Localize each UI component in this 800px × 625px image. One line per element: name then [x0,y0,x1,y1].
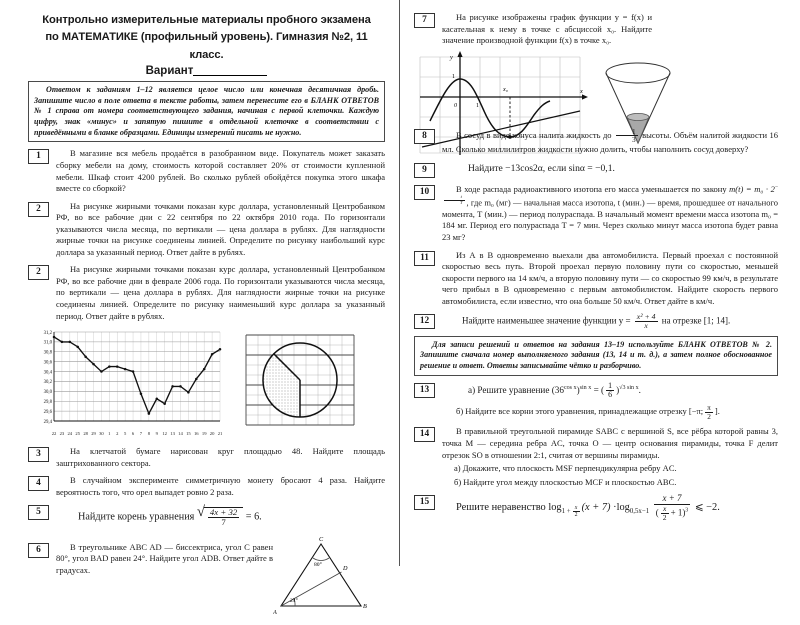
chart-y-tick-label: 30,2 [43,380,52,386]
x0-label: x₀ [503,85,508,93]
chart-data-point [187,391,190,394]
t5-rhs: = 6. [245,511,262,523]
t10-exponent: − t T [442,184,778,204]
task-number: 10 [414,185,435,200]
task-text [442,426,778,488]
t14-part-a: а) Докажите, что плоскость MSF перпендикулярна ребру AC. [454,463,677,474]
task-5-label: Найдите корень уравнения [78,511,195,523]
task-6-row [28,536,385,625]
chart-x-tick-label: 12 [162,431,167,437]
t12-fraction [635,313,658,330]
chart-data-point [156,398,159,401]
task-number: 9 [414,163,435,178]
task-text: На рисунке жирными точками показан курс доллара, установленный Центробанком РФ, во все рабочие дни в феврале 2006 года. По горизонтали указываются числа месяца, по вертикали — цена доллара в рублях. Для наглядности жирные точки на рисунке соединены линией. Определите по рисунку наименьший курс доллара за указанный период. Ответ дайте в рублях. [56,264,385,321]
t15-rhs: ⩽ −2. [694,502,720,514]
chart-x-tick-label: 8 [147,431,150,437]
chart-x-tick-label: 16 [193,431,199,437]
t8-text-a: В сосуд в виде конуса налита жидкость до [456,129,612,140]
t15-log2: log [616,502,630,514]
task-text [442,313,778,330]
t14-intro: В правильной треугольной пирамиде SABC с вершиной S, все рёбра которой равны 3, точка M — середина ребра AC, точка O — центр основания пирамиды, точка F делит отрезок SO в отношении 2:1, считая от вершины пирамиды. [442,426,778,460]
task-number: 8 [414,129,435,144]
task-5 [28,504,385,527]
t13-part-b: б) Найдите все корни этого уравнения, принадлежащие отрезку [−π; $\frac{\pi}{2}$ ]. [456,403,720,421]
chart-data-point [211,353,214,356]
task-number: 2 [28,202,49,217]
t8-frac-den: 3 [632,135,636,145]
chart-x-tick-labels [28,431,224,440]
t13-a-end: . [638,384,641,395]
chart-x-tick-label: 24 [67,431,73,437]
task-number: 5 [28,505,49,520]
task-text: В треугольнике ABC AD — биссектриса, угол C равен 80°, угол BAD равен 24°. Найдите угол ADB. Ответ дайте в градусах. [56,541,273,575]
t13-a-fraction [606,382,614,400]
t8-frac-num: 1 [616,128,638,137]
task-11 [414,250,778,308]
task-text: На клетчатой бумаге нарисован круг площадью 48. Найдите площадь заштрихованного сектора. [56,446,385,468]
x-axis-label: x [580,87,583,95]
t15-base1-den: 2 [574,512,578,519]
circle-sector-figure [230,327,380,436]
angle-c-label: 80° [314,561,322,568]
chart-x-tick-label: 30 [99,431,104,437]
chart-x-tick-label: 1 [108,431,111,437]
chart-data-point [163,403,166,406]
chart-y-tick-label: 30,0 [43,390,52,396]
t15-frac-num: x + 7 [654,494,690,504]
t15-arg-1: (x + 7) [581,502,611,514]
task-number: 15 [414,495,435,510]
t13-a-eq: = [591,384,602,395]
chart-x-tick-label: 22 [51,431,57,437]
t13-b-frac-num: π [707,403,711,413]
task-text: Из А в В одновременно выехали два автомобилиста. Первый проехал с постоянной скоростью весь путь. Второй проехал первую половину пути со скоростью, меньшей скорости первого на 14 км/ч, а вторую половину пути — со скоростью 99 км/ч, в результате чего прибыл в В одновременно с первым автомобилистом. Найдите скорость первого автомобилиста, если известно, что она больше 50 км/ч. Ответ дайте в км/ч. [442,249,778,306]
chart-data-point [124,368,127,371]
circle-sector-svg [230,327,372,431]
t15-frac-den: ( $\frac{x}{2}$ + 1)$^3$ [655,503,689,522]
chart-x-tick-label: 2 [116,431,119,437]
task-text: На рисунке изображены график функции y = f(x) и касательная к нему в точке с абсциссой x₀. Найдите значение производной функции f(x) в точке x₀. [442,12,652,46]
t12-frac-num: x² + 4 [636,312,656,322]
task-text [442,128,778,156]
chart-x-tick-label: 23 [59,431,65,437]
chart-data-point [132,370,135,373]
t13-a-frac-den: 6 [608,389,613,399]
t10-exp-num: t [444,195,465,201]
chart-data-point [140,393,143,396]
t13-a-mid: ) [576,384,580,395]
chart-data-point [219,348,222,351]
t13-a-sup1: cos x [563,384,577,391]
instruction-block-2: Для записи решений и ответов на задания 13–19 используйте БЛАНК ОТВЕТОВ № 2. Запишите сначала номер выполняемого задания (13, 14 и т. д.), а затем полное обоснованное решение и ответ. Ответы записывайте чётко и разборчиво. [414,336,778,376]
t15-den-inner-den: 2 [662,512,667,522]
chart-data-point [61,341,64,344]
task-text: Найдите −13cos2α, если sinα = −0,1. [468,162,615,174]
chart-x-tick-label: 29 [91,431,96,437]
t10-text-b: , где m₀ (мг) — начальная масса изотопа, t (мин.) — время, прошедшее от начального момента, T (мин.) — период полураспада. В начальный момент времени масса изотопа m₀ = 184 мг. Период его полураспада T = 7 мин. Через сколько минут масса изотопа будет равна 23 мг? [442,197,778,243]
task-number: 13 [414,383,435,398]
chart-data-point [116,365,119,368]
task-13 [414,382,778,421]
t15-base-1 [561,505,582,519]
line-chart-svg [28,327,224,431]
t13-b-text: б) Найдите все корни этого уравнения, принадлежащие отрезку [456,406,687,417]
task-text [442,494,778,521]
chart-y-tick-label: 30,8 [43,350,52,356]
t15-base-2: 0,5x−1 [629,508,650,516]
left-column [0,0,400,616]
chart-data-point [69,341,72,344]
task-text [442,382,778,421]
task-10 [414,184,778,244]
t15-label: Решите неравенство log [456,502,562,514]
chart-data-point [92,363,95,366]
right-column [400,0,800,566]
t13-a-sup3: √3 sin x [619,384,639,391]
task-number: 7 [414,13,435,28]
t15-base1-int: 1 + [561,508,571,516]
t13-b-fraction [705,404,713,420]
chart-x-tick-label: 19 [201,431,207,437]
currency-line-chart [28,327,224,440]
vertex-d-label: D [343,564,348,572]
chart-x-tick-label: 28 [83,431,88,437]
y-axis-label: y [450,53,453,61]
chart-data-point [84,356,87,359]
chart-x-tick-label: 5 [123,431,127,437]
variant-label: Вариант [145,65,194,78]
task-number: 3 [28,447,49,462]
t12-text-a: Найдите наименьшее значение функции y = [462,315,631,326]
t10-formula: m(t) = m₀ · 2 [729,183,775,194]
task-number: 6 [28,543,49,558]
chart-x-tick-label: 6 [131,431,135,437]
title-line-1: Контрольно измерительные материалы пробного экзамена [42,14,371,26]
chart-x-tick-label: 21 [217,431,223,437]
task-7 [414,12,778,47]
angle-a-label: 24° [290,597,298,604]
chart-data-point [195,378,198,381]
task-9 [414,162,778,178]
chart-data-point [76,346,79,349]
t15-base1-num: x [573,505,580,512]
chart-y-tick-label: 29,4 [43,419,52,425]
title-line-2: по МАТЕМАТИКЕ (профильный уровень). Гимназия №2, 11 класс. [45,31,368,61]
task-number: 14 [414,427,435,442]
task-text: В магазине вся мебель продаётся в разобранном виде. Покупатель может заказать сборку мебели на дому, стоимость которой составляет 20% от стоимости купленной мебели. Шкаф стоит 4200 рублей. Во сколько рублей обойдётся покупка этого шкафа вместе со сборкой? [56,148,385,194]
triangle-svg [273,532,385,620]
t12-text-b: на отрезке [1; 14]. [661,315,731,326]
t15-fraction [654,494,690,521]
t15-den-tail: + 1 [670,507,683,518]
t15-dot: · [613,502,617,514]
task-14 [414,426,778,488]
sqrt-expression [197,507,243,527]
task-number: 4 [28,476,49,491]
t12-frac-den: x [644,321,648,331]
task-2a [28,201,385,259]
task-number: 2 [28,265,49,280]
t10-exp-den: T [460,199,463,205]
chart-x-tick-label: 20 [209,431,215,437]
chart-y-tick-label: 29,8 [43,400,52,406]
chart-x-tick-label: 15 [186,431,191,437]
t13-a-lead: а) Решите уравнение (36 [468,384,564,395]
chart-data-point [53,336,56,339]
task-6 [28,542,273,577]
chart-data-point [171,385,174,388]
task-number: 11 [414,251,435,266]
t5-numerator: √ 4x + 32 [209,507,238,518]
chart-y-tick-label: 30,6 [43,360,52,366]
t14-part-b: б) Найдите угол между плоскостью MCF и плоскостью ABC. [454,476,677,487]
task-15 [414,494,778,521]
task-text [56,504,385,527]
chart-data-line [54,337,220,414]
task-4 [28,475,385,498]
vertex-c-label: C [319,535,324,543]
task-number: 1 [28,149,49,164]
task-12 [414,313,778,330]
task-number: 12 [414,314,435,329]
task-text: На рисунке жирными точками показан курс доллара, установленный Центробанком РФ, во все рабочие дни с 22 сентября по 22 октября 2010 года. По горизонтали указываются числа месяца, по вертикали — цена доллара в рублях. Для наглядности жирные точки на рисунке соединены линией. Определите по рисунку наибольший курс доллара за указанный период. Ответ дайте в рублях. [56,200,385,257]
t5-denominator: 7 [221,517,226,528]
task-3 [28,446,385,469]
t13-a-sup2: sin x [579,384,592,391]
t13-b-left: −π; [691,406,704,417]
t8-text-b: высоты. Объём налитой жидкости 16 мл. Сколько миллилитров жидкости нужно долить, чтобы наполнить сосуд доверху? [442,129,779,154]
origin-label: 0 [454,102,457,109]
t15-den-pow: 3 [685,507,689,514]
vertex-a-label: A [273,608,277,616]
chart-x-tick-label: 14 [178,431,183,437]
triangle-figure [273,532,385,625]
task-1 [28,148,385,194]
y-tick-one-label: 1 [452,73,455,80]
t13-b-frac-den: 2 [707,411,711,421]
t13-b-end: . [717,406,720,417]
task-text [442,184,778,244]
chart-data-point [203,368,206,371]
variant-field [28,65,385,77]
figures-row-chart-circle [28,327,385,440]
chart-x-tick-label: 9 [155,431,158,437]
chart-data-point [148,412,151,415]
t15-den-inner-num: x [661,505,669,514]
page-title [28,12,385,77]
chart-y-tick-label: 31,2 [43,330,52,336]
instruction-block-1: Ответом к заданиям 1–12 является целое число или конечная десятичная дробь. Запишите число в поле ответа в тексте работы, затем перенесите его в БЛАНК ОТВЕТОВ № 1 справа от номера соответствующего задания, начиная с первой клеточки. Каждую цифру, знак «минус» и запятую пишите в отдельной клеточке в соответствии с приведёнными в бланке образцами. Единицы измерений писать не нужно. [28,81,385,142]
t13-part-a: а) Решите уравнение $(36^{cos x})^{sin x}$ = ( $\frac{1}{6}$ )$^{√3 sin x}$. [468,380,641,399]
chart-y-tick-label: 31,0 [43,340,52,346]
variant-blank[interactable] [193,75,267,76]
chart-y-tick-label: 30,4 [43,370,52,376]
chart-data-point [179,385,182,388]
t8-fraction [616,128,638,144]
x-tick-one-label: 1 [476,102,479,109]
vertex-b-label: B [363,602,367,610]
chart-data-point [108,365,111,368]
t10-text-a: В ходе распада радиоактивного изотопа его масса уменьшается по закону [456,183,727,194]
task-2b [28,264,385,322]
chart-x-tick-label: 7 [139,431,143,437]
chart-data-point [100,370,103,373]
chart-x-tick-label: 13 [170,431,175,437]
chart-x-tick-label: 25 [75,431,80,437]
t13-a-frac-num: 1 [608,380,613,390]
chart-y-tick-label: 29,6 [43,410,52,416]
task-8 [414,128,778,156]
task-text: В случайном эксперименте симметричную монету бросают 4 раза. Найдите вероятность того, что орел выпадет ровно 2 раза. [56,475,385,497]
